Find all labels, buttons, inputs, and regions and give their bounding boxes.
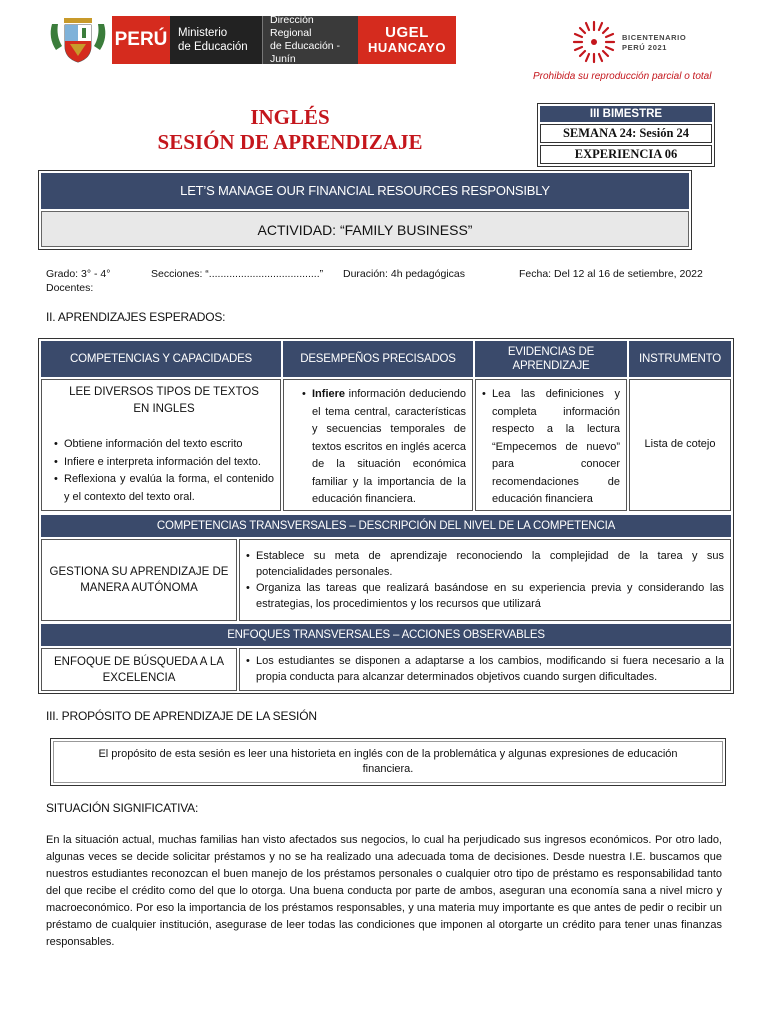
competencias-cell xyxy=(41,379,281,511)
capacidades-list xyxy=(54,436,274,506)
evidencia-list xyxy=(482,386,620,509)
transversal-title: GESTIONA SU APRENDIZAJE DE MANERA AUTÓNOMA xyxy=(41,539,237,621)
ministerio-line2: de Educación xyxy=(178,41,248,53)
enfoque-item: • Los estudiantes se disponen a adaptarse a los cambios, modificando si fuera necesario a la propia conducta para alcanzar determinados objetivos cuando surgen dificultades. xyxy=(246,653,724,685)
docentes-label: Docentes: xyxy=(46,282,94,294)
transversales-header: COMPETENCIAS TRANSVERSALES – DESCRIPCIÓN DEL NIVEL DE LA COMPETENCIA xyxy=(41,515,731,537)
transversal-items-cell xyxy=(239,539,731,621)
desempeno-text: información deduciendo el tema central, características y secuencias temporales de textos escritos en inglés acerca de la situación económica familiar y la importancia de la educación financiera. xyxy=(312,388,466,505)
topic-banner xyxy=(38,170,692,250)
desempeno-cell xyxy=(283,379,473,511)
instrumento-cell: Lista de cotejo xyxy=(629,379,731,511)
fecha-label: Fecha: Del 12 al 16 de setiembre, 2022 xyxy=(519,268,703,280)
activity-title: ACTIVIDAD: “FAMILY BUSINESS” xyxy=(41,211,689,247)
capacidad-item: • Infiere e interpreta información del texto. xyxy=(54,454,274,472)
ugel-line1: UGEL xyxy=(385,24,429,41)
desempeno-list xyxy=(302,386,466,509)
direccion-line1: Dirección Regional xyxy=(270,14,314,39)
page-title xyxy=(140,105,440,155)
transversal-list xyxy=(246,548,724,612)
secciones-label: Secciones: “......................................” xyxy=(151,268,324,280)
peru-coat-of-arms-icon xyxy=(48,16,108,66)
peru-logo: PERÚ xyxy=(112,16,170,64)
direccion-regional-logo xyxy=(262,16,358,64)
section3-heading: III. PROPÓSITO DE APRENDIZAJE DE LA SESIÓN xyxy=(46,709,317,723)
situacion-paragraph: En la situación actual, muchas familias han visto afectados sus negocios, lo cual ha perjudicado sus ingresos económicos. Por otro lado, algunas veces se decide solicitar préstamos y no se ha realizado una adecuada toma de decisiones. Desde nuestra I.E. buscamos que nuestros estudiantes reconozcan el buen manejo de los préstamos personales o cualquier otro tipo de préstamo es responsabilidad tanto del que recibe el crédito como del que lo otorga. Una buena conducta por parte de ambos, aseguran una economía sana a nivel micro y macroeconómico. Por eso la importancia de los préstamos responsables, y una materia muy importante es que antes de pedir o recibir un préstamo de cualquier institución, asegurase de leer todas las condiciones que imponen al otorgarte un crédito para tener unas finanzas responsables. xyxy=(46,834,722,948)
semana-label: SEMANA 24: Sesión 24 xyxy=(540,124,712,143)
desempeno-item xyxy=(302,386,466,509)
header-instrumento: INSTRUMENTO xyxy=(629,341,731,377)
aprendizajes-table xyxy=(38,338,734,694)
transversal-item: • Establece su meta de aprendizaje reconociendo la complejidad de la tarea y sus potencialidades personales. xyxy=(246,548,724,580)
ministerio-logo xyxy=(170,16,262,64)
desempeno-verb: Infiere xyxy=(312,388,346,400)
enfoque-items-cell xyxy=(239,648,731,691)
bicentenario-emblem-icon xyxy=(570,18,618,66)
header-desempenos: DESEMPEÑOS PRECISADOS xyxy=(283,341,473,377)
competencia-title: LEE DIVERSOS TIPOS DE TEXTOS EN INGLES xyxy=(69,386,259,415)
capacidad-item: • Reflexiona y evalúa la forma, el contenido y el contexto del texto oral. xyxy=(54,471,274,506)
reproduction-notice: Prohibida su reproducción parcial o total xyxy=(533,71,712,82)
header-evidencias: EVIDENCIAS DE APRENDIZAJE xyxy=(475,341,627,377)
week-info-box xyxy=(537,103,715,167)
transversal-item: • Organiza las tareas que realizará basándose en su experiencia previa y considerando las estrategias, los procedimientos y los recursos que utilizará xyxy=(246,580,724,612)
topic-title: LET’S MANAGE OUR FINANCIAL RESOURCES RESPONSIBLY xyxy=(41,173,689,209)
situacion-heading: SITUACIÓN SIGNIFICATIVA: xyxy=(46,801,199,815)
bimestre-label: III BIMESTRE xyxy=(540,106,712,122)
ugel-logo xyxy=(358,16,456,64)
bicentenario-text xyxy=(622,33,686,53)
proposito-box xyxy=(50,738,726,786)
capacidad-item: • Obtiene información del texto escrito xyxy=(54,436,274,454)
direccion-line2: de Educación - Junín xyxy=(270,40,341,65)
bicentenario-line2: PERÚ 2021 xyxy=(622,43,668,52)
enfoque-list xyxy=(246,653,724,685)
section2-heading: II. APRENDIZAJES ESPERADOS: xyxy=(46,310,226,324)
proposito-text: El propósito de esta sesión es leer una historieta en inglés con de la problemática y algunas expresiones de educación financiera. xyxy=(53,741,723,783)
duracion-label: Duración: 4h pedagógicas xyxy=(343,268,466,280)
enfoque-title: ENFOQUE DE BÚSQUEDA A LA EXCELENCIA xyxy=(41,648,237,691)
bicentenario-line1: BICENTENARIO xyxy=(622,33,687,42)
title-session: SESIÓN DE APRENDIZAJE xyxy=(157,130,423,154)
experiencia-label: EXPERIENCIA 06 xyxy=(540,145,712,164)
title-subject: INGLÉS xyxy=(250,105,330,129)
evidencia-item: • Lea las definiciones y completa información respecto a la lectura “Empecemos de nuevo” para conocer recomendaciones de educación financiera xyxy=(482,386,620,509)
header-competencias: COMPETENCIAS Y CAPACIDADES xyxy=(41,341,281,377)
evidencia-cell xyxy=(475,379,627,511)
grado-label: Grado: 3° - 4° xyxy=(46,268,111,280)
enfoques-header: ENFOQUES TRANSVERSALES – ACCIONES OBSERVABLES xyxy=(41,624,731,646)
ugel-line2: HUANCAYO xyxy=(368,40,446,55)
ministerio-line1: Ministerio xyxy=(178,27,228,39)
